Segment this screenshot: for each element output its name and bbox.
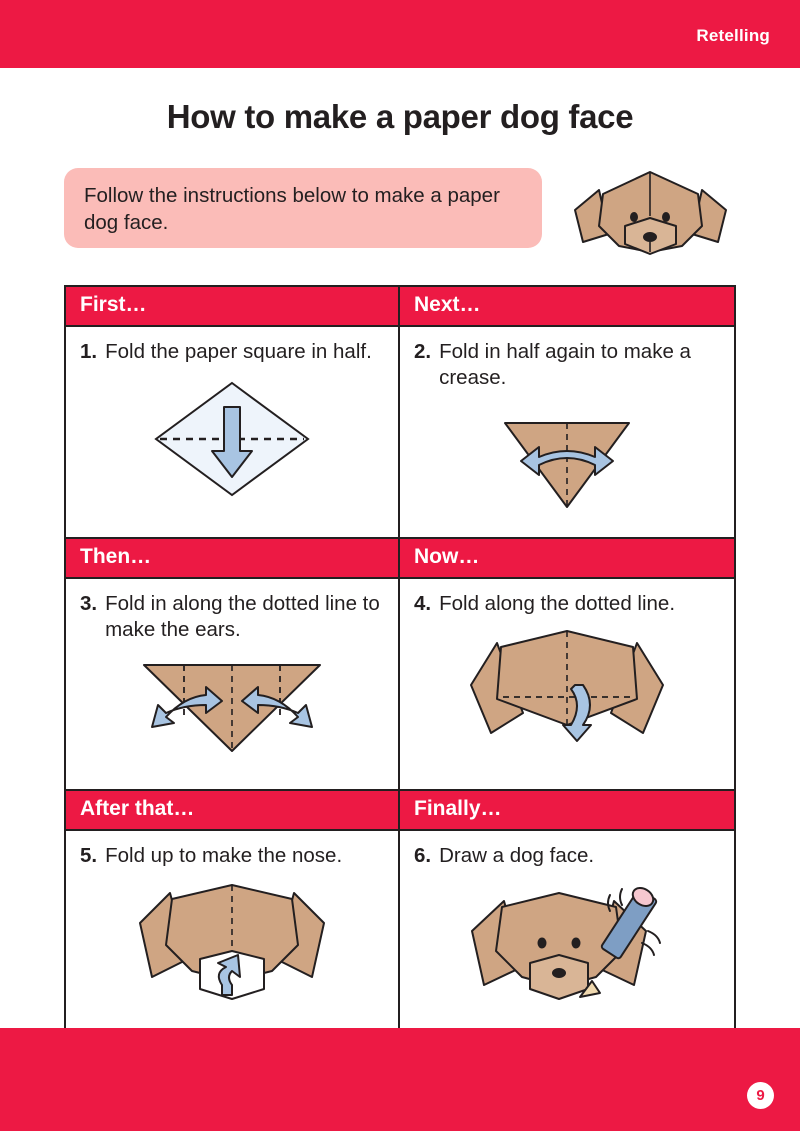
- step-number-5: 5.: [80, 844, 98, 867]
- figure-square-fold-down: [80, 369, 384, 489]
- figure-dog-with-pencil: [414, 873, 720, 993]
- cell-header-4: Now…: [400, 539, 734, 579]
- dog-face-illustration: [563, 160, 738, 265]
- step-number-1: 1.: [80, 340, 98, 363]
- instructions-table: [64, 285, 736, 1045]
- figure-nose-fold: [80, 873, 384, 993]
- section-label: Retelling: [696, 26, 770, 45]
- instruction-cell-6: [400, 831, 734, 1043]
- cell-header-2: Next…: [400, 287, 734, 327]
- step-text-6: Draw a dog face.: [439, 844, 595, 867]
- cell-header-5: After that…: [66, 791, 400, 831]
- figure-head-fold: [414, 621, 720, 741]
- figure-triangle-ears: [80, 647, 384, 767]
- figure-triangle-crease: [414, 395, 720, 515]
- step-number-3: 3.: [80, 592, 98, 615]
- top-red-band: [0, 0, 800, 68]
- page-title: How to make a paper dog face: [166, 98, 634, 135]
- instruction-cell-4: [400, 579, 734, 791]
- step-text-2: Fold in half again to make a crease.: [439, 340, 691, 390]
- step-text-5: Fold up to make the nose.: [105, 844, 343, 867]
- instruction-cell-1: [66, 327, 400, 539]
- step-number-2: 2.: [414, 340, 432, 363]
- bottom-red-band: [0, 1028, 800, 1131]
- step-number-6: 6.: [414, 844, 432, 867]
- page-number: 9: [747, 1082, 774, 1109]
- intro-box: Follow the instructions below to make a paper dog face.: [64, 168, 542, 248]
- cell-header-6: Finally…: [400, 791, 734, 831]
- step-text-4: Fold along the dotted line.: [439, 592, 676, 615]
- cell-header-3: Then…: [66, 539, 400, 579]
- cell-header-1: First…: [66, 287, 400, 327]
- step-number-4: 4.: [414, 592, 432, 615]
- instruction-cell-2: [400, 327, 734, 539]
- step-text-3: Fold in along the dotted line to make the ears.: [105, 592, 380, 642]
- instruction-cell-5: [66, 831, 400, 1043]
- instruction-cell-3: [66, 579, 400, 791]
- step-text-1: Fold the paper square in half.: [105, 340, 372, 363]
